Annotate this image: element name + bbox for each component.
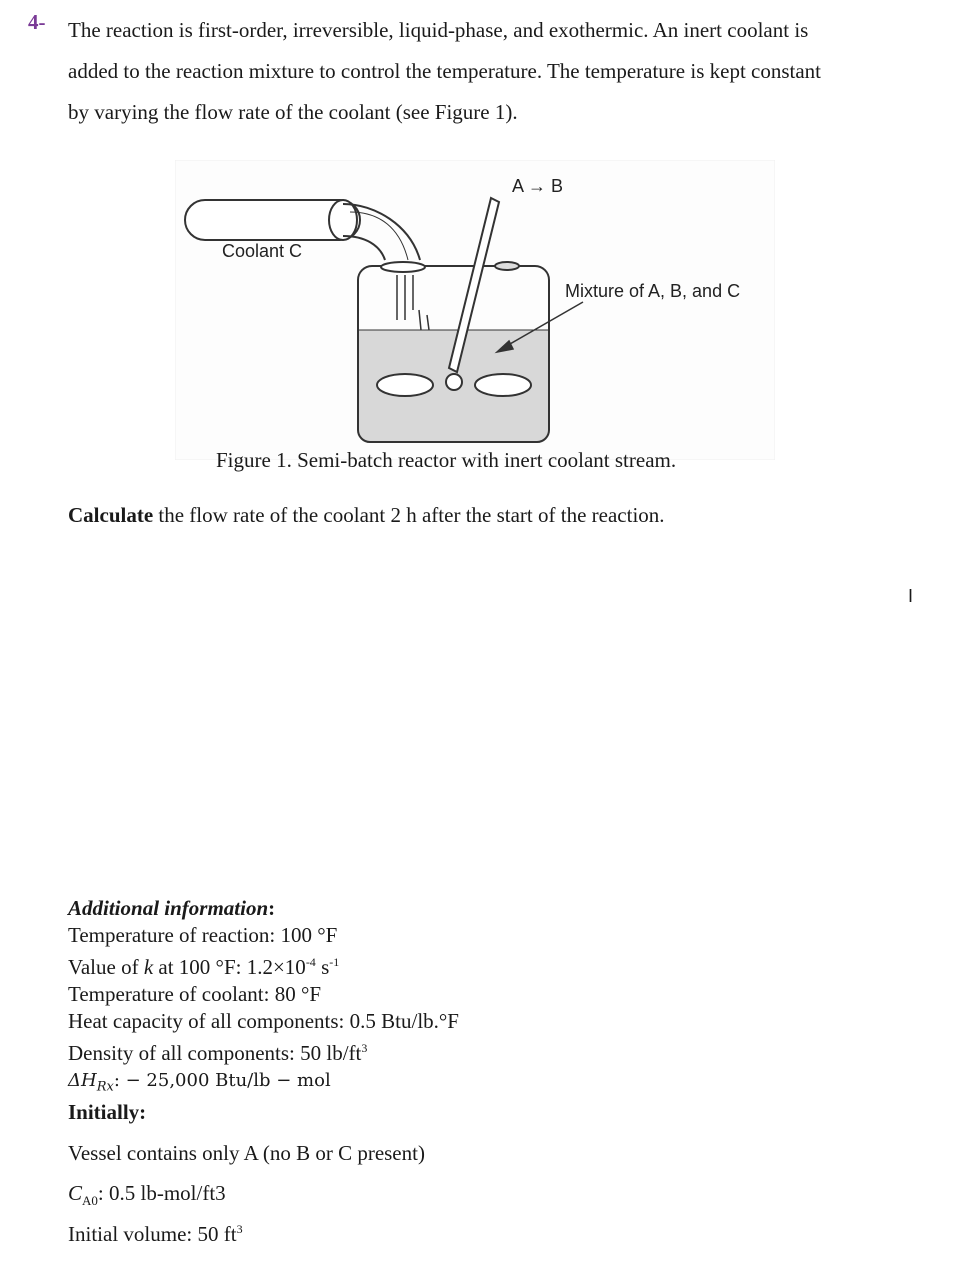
additional-information [68,895,459,1101]
initially-vessel: Vessel contains only A (no B or C present) [68,1141,425,1165]
problem-line: added to the reaction mixture to control the temperature. The temperature is kept constant [68,59,822,83]
task-statement [68,503,665,528]
reactor-figure [175,160,775,460]
initially-ca0: $C_{A0}$: 0.5 lb-mol/ft3 [68,1181,226,1209]
figure-caption: Figure 1. Semi-batch reactor with inert coolant stream. [216,448,677,472]
info-temperature: Temperature of reaction: 100 °F [68,923,338,947]
problem-number: 4- [28,10,46,34]
initially-volume: Initial volume: 50 $ft^3$ [68,1222,243,1246]
text-cursor-icon: I [908,586,914,606]
task-rest: the flow rate of the coolant 2 h after the start of the reaction. [153,503,665,527]
task-bold: Calculate [68,503,154,527]
info-heat-capacity: Heat capacity of all components: 0.5 Btu/lb.°F [68,1009,459,1033]
info-k-value: Value of k at 100 °F: $1.2\times 10^{-4}$ $s^{-1}$ [68,955,340,979]
problem-statement [68,10,918,133]
info-density: Density of all components: 50 $lb/ft^3$ [68,1041,368,1065]
problem-line: The reaction is first-order, irreversible, liquid-phase, and exothermic. An inert coolant is [68,18,809,42]
info-coolant-temperature: Temperature of coolant: 80 °F [68,982,322,1006]
coolant-label: Coolant C [222,241,303,261]
initially-heading: Initially: [68,1100,147,1124]
problem-line: by varying the flow rate of the coolant (see Figure 1). [68,100,518,124]
info-heat-of-reaction: $\Delta H_{Rx}$: − 25,000 Btu/lb − mol [68,1070,331,1095]
reaction-label: A → B [512,176,564,196]
info-heading: Additional information: [68,896,276,920]
mixture-label: Mixture of A, B, and C [565,281,741,301]
